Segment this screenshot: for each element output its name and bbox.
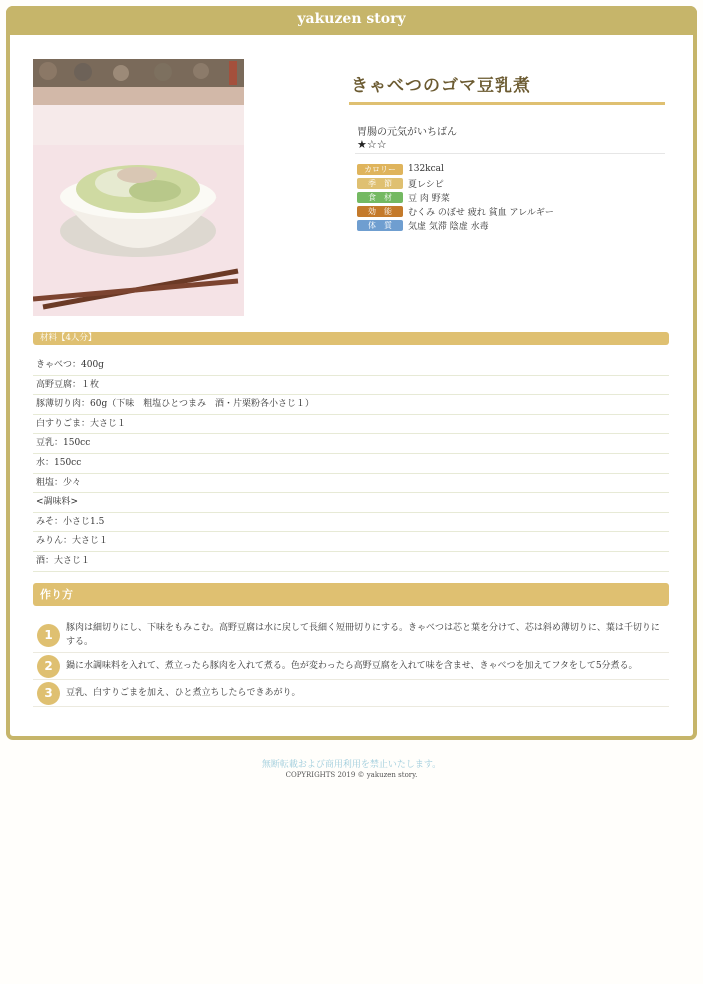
step-text: 鍋に水調味料を入れて、煮立ったら豚肉を入れて煮る。色が変わったら高野豆腐を入れて味を含ませ、きゃべつを加えてフタをして5分煮る。 xyxy=(66,661,638,671)
step-item xyxy=(33,680,669,707)
effect-tag: 効 能 xyxy=(357,206,403,217)
calorie-tag: カロリー xyxy=(357,164,403,175)
info-row-constitution xyxy=(357,218,554,232)
step-item xyxy=(33,653,669,680)
site-header: yakuzen story xyxy=(6,6,697,35)
ingredient-item: <調味料> xyxy=(33,493,669,513)
info-row-effect xyxy=(357,204,554,218)
ingredient-item: 白すりごま：大さじ１ xyxy=(33,415,669,435)
season-tag: 季 節 xyxy=(357,178,403,189)
ingredients-header: 材料【4人分】 xyxy=(33,332,669,345)
recipe-photo xyxy=(33,59,244,316)
calorie-value: 132kcal xyxy=(408,164,444,174)
copyright-line: COPYRIGHTS 2019 © yakuzen story. xyxy=(285,771,418,779)
ingredient-item: 水：150cc xyxy=(33,454,669,474)
info-row-calorie xyxy=(357,162,554,176)
divider xyxy=(355,153,665,154)
ingredient-type-value[interactable]: 豆 肉 野菜 xyxy=(408,193,450,204)
ingredient-item: 粗塩：少々 xyxy=(33,474,669,494)
steps-header: 作り方 xyxy=(33,583,669,606)
recipe-photo-image xyxy=(33,59,244,316)
step-text: 豆乳、白すりごまを加え、ひと煮立ちしたらできあがり。 xyxy=(66,688,301,698)
ingredient-item: きゃべつ：400g xyxy=(33,356,669,376)
constitution-tag: 体 質 xyxy=(357,220,403,231)
step-item xyxy=(33,618,669,653)
ingredient-item: 高野豆腐：１枚 xyxy=(33,376,669,396)
ingredient-type-tag: 食 材 xyxy=(357,192,403,203)
step-text: 豚肉は細切りにし、下味をもみこむ。高野豆腐は水に戻して長細く短冊切りにする。きゃべつは芯と葉を分けて、芯は斜め薄切りに、葉は千切りにする。 xyxy=(66,623,660,647)
recipe-subtitle: 胃腸の元気がいちばん xyxy=(357,127,457,138)
title-divider xyxy=(349,102,665,105)
step-number-badge: 1 xyxy=(37,624,60,647)
info-row-ingredients xyxy=(357,190,554,204)
season-value[interactable]: 夏レシピ xyxy=(408,179,444,190)
constitution-value[interactable]: 気虚 気滞 陰虚 水毒 xyxy=(408,221,489,232)
copyright-notice: 無断転載および商用利用を禁止いたします。 xyxy=(261,760,442,770)
steps-list xyxy=(33,618,669,707)
recipe-title: きゃべつのゴマ豆乳煮 xyxy=(351,76,531,96)
step-number-badge: 2 xyxy=(37,655,60,678)
ingredient-item: みそ：小さじ1.5 xyxy=(33,513,669,533)
ingredient-item: みりん：大さじ１ xyxy=(33,532,669,552)
ingredients-list xyxy=(33,356,669,572)
rating-stars: ★☆☆ xyxy=(357,138,387,151)
ingredient-item: 豆乳：150cc xyxy=(33,434,669,454)
recipe-info xyxy=(357,162,554,232)
ingredient-item: 豚薄切り肉：60g（下味 粗塩ひとつまみ 酒・片栗粉各小さじ１） xyxy=(33,395,669,415)
step-number-badge: 3 xyxy=(37,682,60,705)
info-row-season xyxy=(357,176,554,190)
ingredient-item: 酒：大さじ１ xyxy=(33,552,669,572)
effect-value[interactable]: むくみ のぼせ 疲れ 貧血 アレルギー xyxy=(408,207,554,218)
